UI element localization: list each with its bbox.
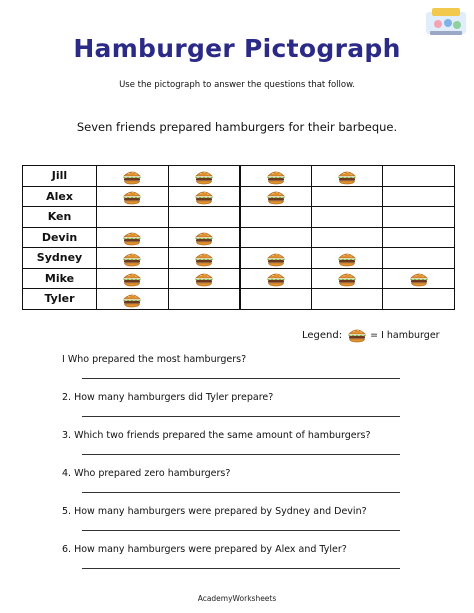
pictograph-cell <box>383 289 455 310</box>
pictograph-row <box>23 227 455 248</box>
pictograph-cell <box>240 186 312 207</box>
pictograph-cell <box>383 207 455 228</box>
question-6: 6. How many hamburgers were prepared by Alex and Tyler? <box>62 544 347 555</box>
hamburger-icon <box>122 189 142 205</box>
hamburger-icon <box>337 251 357 267</box>
question-3: 3. Which two friends prepared the same amount of hamburgers? <box>62 430 371 441</box>
pictograph-cell <box>97 186 169 207</box>
pictograph-cell <box>383 248 455 269</box>
pictograph-cell <box>383 227 455 248</box>
pictograph-cell <box>97 248 169 269</box>
answer-line-4[interactable] <box>82 492 400 493</box>
answer-line-2[interactable] <box>82 416 400 417</box>
pictograph-cell <box>240 227 312 248</box>
row-name: Alex <box>23 186 97 207</box>
question-4: 4. Who prepared zero hamburgers? <box>62 468 231 479</box>
pictograph-cell <box>97 227 169 248</box>
pictograph-cell <box>240 207 312 228</box>
pictograph-cell <box>311 166 383 187</box>
pictograph-table <box>22 165 455 310</box>
hamburger-icon <box>194 189 214 205</box>
intro-text: Seven friends prepared hamburgers for their barbeque. <box>76 120 398 134</box>
pictograph-cell <box>168 289 240 310</box>
hamburger-icon <box>266 189 286 205</box>
hamburger-icon <box>409 271 429 287</box>
hamburger-icon <box>194 169 214 185</box>
pictograph-cell <box>97 207 169 228</box>
row-name: Ken <box>23 207 97 228</box>
hamburger-icon <box>347 327 367 343</box>
pictograph-cell <box>240 289 312 310</box>
hamburger-icon <box>266 251 286 267</box>
pictograph-cell <box>311 268 383 289</box>
row-name: Devin <box>23 227 97 248</box>
legend-label: Legend: <box>302 329 343 341</box>
hamburger-icon <box>266 169 286 185</box>
question-1: I Who prepared the most hamburgers? <box>62 354 247 365</box>
pictograph-cell <box>97 166 169 187</box>
hamburger-icon <box>266 271 286 287</box>
pictograph-row <box>23 186 455 207</box>
hamburger-icon <box>337 169 357 185</box>
pictograph-cell <box>168 268 240 289</box>
pictograph-cell <box>168 166 240 187</box>
pictograph-cell <box>311 289 383 310</box>
pictograph-cell <box>168 186 240 207</box>
pictograph-cell <box>240 166 312 187</box>
pictograph-cell <box>97 268 169 289</box>
footer-brand: AcademyWorksheets <box>197 594 277 603</box>
pictograph-cell <box>311 248 383 269</box>
row-name: Jill <box>23 166 97 187</box>
pictograph-cell <box>168 207 240 228</box>
pictograph-row <box>23 207 455 228</box>
question-2: 2. How many hamburgers did Tyler prepare? <box>62 392 274 403</box>
hamburger-icon <box>122 169 142 185</box>
hamburger-icon <box>194 230 214 246</box>
hamburger-icon <box>122 230 142 246</box>
pictograph-row <box>23 268 455 289</box>
hamburger-icon <box>194 271 214 287</box>
pictograph-cell <box>168 227 240 248</box>
answer-line-5[interactable] <box>82 530 400 531</box>
pictograph-cell <box>240 248 312 269</box>
hamburger-icon <box>122 271 142 287</box>
pictograph-cell <box>311 186 383 207</box>
pictograph-cell <box>240 268 312 289</box>
pictograph-cell <box>97 289 169 310</box>
pictograph-cell <box>383 186 455 207</box>
answer-line-3[interactable] <box>82 454 400 455</box>
hamburger-icon <box>337 271 357 287</box>
legend-value: = I hamburger <box>370 329 440 341</box>
question-5: 5. How many hamburgers were prepared by Sydney and Devin? <box>62 506 367 517</box>
pictograph-cell <box>311 207 383 228</box>
pictograph-row <box>23 248 455 269</box>
pictograph-cell <box>383 268 455 289</box>
legend <box>302 326 440 344</box>
row-name: Mike <box>23 268 97 289</box>
instructions-text: Use the pictograph to answer the questions that follow. <box>119 80 355 90</box>
hamburger-icon <box>194 251 214 267</box>
row-name: Tyler <box>23 289 97 310</box>
pictograph-row <box>23 289 455 310</box>
pictograph-cell <box>168 248 240 269</box>
pictograph-cell <box>311 227 383 248</box>
row-name: Sydney <box>23 248 97 269</box>
answer-line-1[interactable] <box>82 378 400 379</box>
hamburger-icon <box>122 292 142 308</box>
pictograph-row <box>23 166 455 187</box>
pictograph-cell <box>383 166 455 187</box>
page-title: Hamburger Pictograph <box>73 34 401 63</box>
hamburger-icon <box>122 251 142 267</box>
answer-line-6[interactable] <box>82 568 400 569</box>
